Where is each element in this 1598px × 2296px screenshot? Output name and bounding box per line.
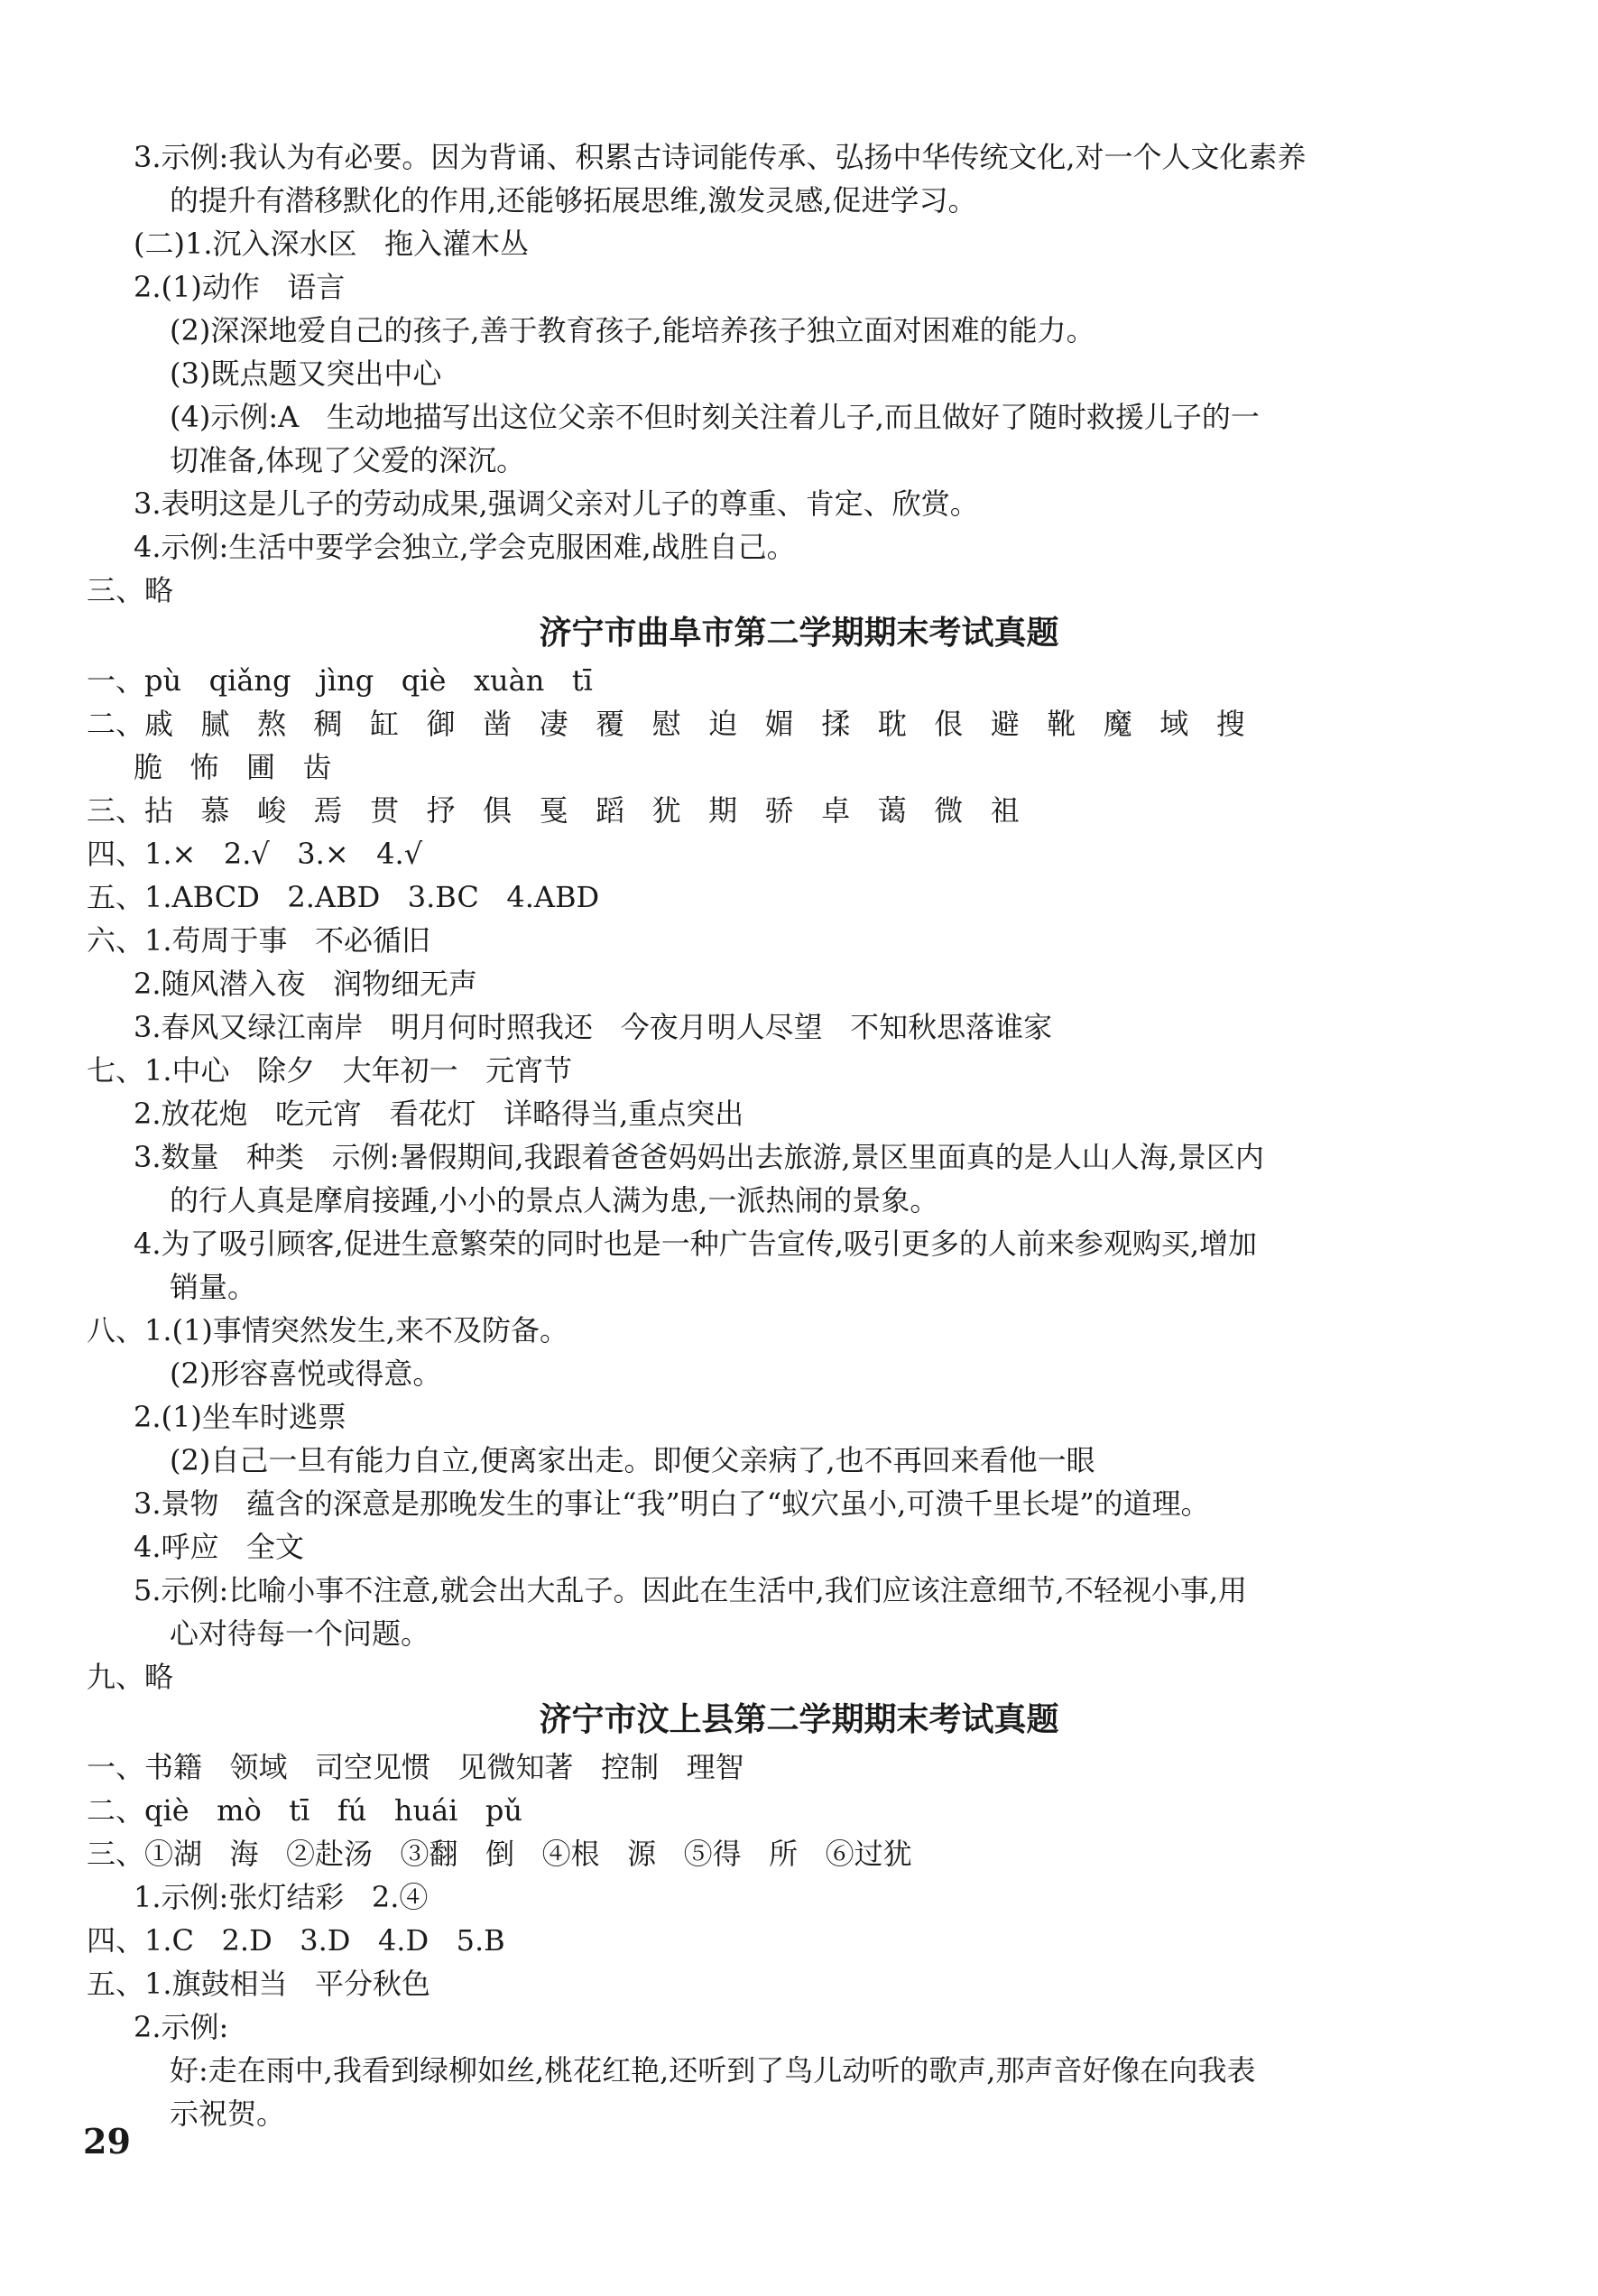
text-line: 4.呼应 全文 xyxy=(134,1530,305,1564)
text-line: 的行人真是摩肩接踵,小小的景点人满为患,一派热闹的景象。 xyxy=(170,1183,939,1217)
text-line: 2.(1)动作 语言 xyxy=(134,270,346,304)
text-line: 销量。 xyxy=(170,1270,257,1304)
text-line: (4)示例:A 生动地描写出这位父亲不但时刻关注着儿子,而且做好了随时救援儿子的一 xyxy=(170,400,1260,434)
text-line: 一、书籍 领域 司空见惯 见微知著 控制 理智 xyxy=(87,1750,744,1784)
text-line: 六、1.苟周于事 不必循旧 xyxy=(87,923,431,958)
text-line: 脆 怖 圃 齿 xyxy=(134,750,332,784)
text-line: 三、略 xyxy=(87,573,174,607)
text-line: 三、①湖 海 ②赴汤 ③翻 倒 ④根 源 ⑤得 所 ⑥过犹 xyxy=(87,1837,912,1871)
text-line: 五、1.ABCD 2.ABD 3.BC 4.ABD xyxy=(87,880,600,914)
text-line: 五、1.旗鼓相当 平分秋色 xyxy=(87,1967,431,2001)
text-line: 二、qiè mò tī fú huái pǔ xyxy=(87,1793,523,1828)
text-line: 好:走在雨中,我看到绿柳如丝,桃花红艳,还听到了鸟儿动听的歌声,那声音好像在向我表 xyxy=(170,2053,1256,2088)
section-heading: 济宁市汶上县第二学期期末考试真题 xyxy=(539,1701,1059,1738)
text-line: 2.放花炮 吃元宵 看花灯 详略得当,重点突出 xyxy=(134,1097,744,1131)
text-line: 3.示例:我认为有必要。因为背诵、积累古诗词能传承、弘扬中华传统文化,对一个人文化素养 xyxy=(134,140,1307,174)
text-line: 一、pù qiǎng jìng qiè xuàn tī xyxy=(87,663,593,698)
text-line: (二)1.沉入深水区 拖入灌木丛 xyxy=(134,227,530,261)
text-line: 心对待每一个问题。 xyxy=(170,1616,430,1651)
text-line: 切准备,体现了父爱的深沉。 xyxy=(170,443,526,477)
text-line: 1.示例:张灯结彩 2.④ xyxy=(134,1880,429,1914)
text-line: (2)自己一旦有能力自立,便离家出走。即便父亲病了,也不再回来看他一眼 xyxy=(170,1443,1095,1477)
text-line: 4.示例:生活中要学会独立,学会克服困难,战胜自己。 xyxy=(134,530,796,564)
text-line: 2.(1)坐车时逃票 xyxy=(134,1400,346,1434)
text-line: 2.随风潜入夜 润物细无声 xyxy=(134,967,478,1001)
section-heading: 济宁市曲阜市第二学期期末考试真题 xyxy=(539,615,1059,652)
text-line: 二、戚 腻 熬 稠 缸 御 凿 凄 覆 慰 迫 媚 揉 耽 佷 避 靴 魔 域 搜 xyxy=(87,707,1245,741)
text-line: 5.示例:比喻小事不注意,就会出大乱子。因此在生活中,我们应该注意细节,不轻视小事,用 xyxy=(134,1573,1248,1607)
text-line: 示祝贺。 xyxy=(170,2097,286,2131)
text-line: 四、1.C 2.D 3.D 4.D 5.B xyxy=(87,1923,505,1958)
text-line: 八、1.(1)事情突然发生,来不及防备。 xyxy=(87,1313,569,1347)
text-line: 的提升有潜移默化的作用,还能够拓展思维,激发灵感,促进学习。 xyxy=(170,183,977,218)
text-line: 3.数量 种类 示例:暑假期间,我跟着爸爸妈妈出去旅游,景区里面真的是人山人海,景区内 xyxy=(134,1140,1264,1174)
text-line: 3.表明这是儿子的劳动成果,强调父亲对儿子的尊重、肯定、欣赏。 xyxy=(134,486,979,521)
text-line: 三、拈 慕 峻 焉 贯 抒 俱 戛 蹈 犹 期 骄 卓 蔼 微 祖 xyxy=(87,793,1020,828)
text-line: (3)既点题又突出中心 xyxy=(170,356,442,391)
text-line: 4.为了吸引顾客,促进生意繁荣的同时也是一种广告宣传,吸引更多的人前来参观购买,增加 xyxy=(134,1227,1258,1261)
text-line: 2.示例: xyxy=(134,2010,229,2044)
text-line: 七、1.中心 除夕 大年初一 元宵节 xyxy=(87,1053,573,1088)
page-number: 29 xyxy=(83,2121,131,2162)
text-line: 3.景物 蕴含的深意是那晚发生的事让“我”明白了“蚁穴虽小,可溃千里长堤”的道理。 xyxy=(134,1486,1210,1521)
text-line: (2)形容喜悦或得意。 xyxy=(170,1356,442,1391)
text-line: 四、1.× 2.√ 3.× 4.√ xyxy=(87,837,423,871)
text-line: 九、略 xyxy=(87,1660,174,1694)
text-line: 3.春风又绿江南岸 明月何时照我还 今夜月明人尽望 不知秋思落谁家 xyxy=(134,1010,1053,1044)
text-line: (2)深深地爱自己的孩子,善于教育孩子,能培养孩子独立面对困难的能力。 xyxy=(170,313,1095,347)
